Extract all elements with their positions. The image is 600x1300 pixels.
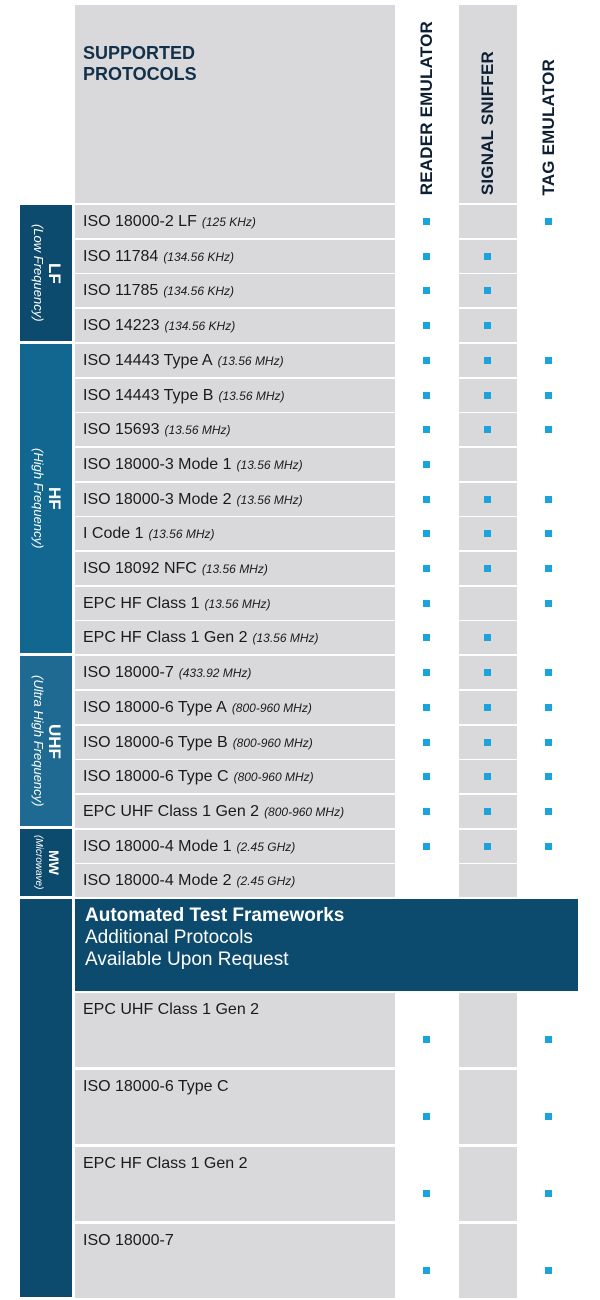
protocol-frequency: (134.56 KHz) bbox=[164, 318, 236, 333]
protocol-name-cell bbox=[75, 830, 395, 863]
supported-marker-icon bbox=[423, 287, 430, 294]
supported-marker-icon bbox=[484, 496, 491, 503]
protocol-frequency: (13.56 MHz) bbox=[236, 457, 303, 472]
protocol-frequency: (134.56 KHz) bbox=[163, 249, 235, 264]
protocol-name: ISO 18092 NFC bbox=[83, 559, 197, 577]
protocol-name: ISO 18000-6 Type C bbox=[83, 767, 229, 785]
supported-marker-icon bbox=[484, 704, 491, 711]
supported-marker-icon bbox=[545, 357, 552, 364]
atf-banner bbox=[75, 899, 578, 991]
supported-marker-icon bbox=[545, 496, 552, 503]
supported-marker-icon bbox=[423, 253, 430, 260]
supported-marker-icon bbox=[484, 392, 491, 399]
protocol-name: EPC UHF Class 1 Gen 2 bbox=[83, 802, 260, 820]
tag-cell bbox=[520, 379, 578, 412]
protocol-name: ISO 18000-3 Mode 1 bbox=[83, 455, 232, 473]
supported-marker-icon bbox=[423, 843, 430, 850]
protocol-frequency: (13.56 MHz) bbox=[201, 561, 268, 576]
supported-marker-icon bbox=[545, 600, 552, 607]
protocol-frequency: (125 KHz) bbox=[201, 214, 256, 229]
group-mw-full: (Microwave) bbox=[33, 835, 44, 890]
reader-cell bbox=[398, 552, 456, 585]
protocol-name-cell bbox=[75, 517, 395, 550]
supported-marker-icon bbox=[484, 773, 491, 780]
sniffer-cell bbox=[459, 726, 517, 759]
supported-marker-icon bbox=[545, 1113, 552, 1120]
supported-marker-icon bbox=[545, 808, 552, 815]
supported-marker-icon bbox=[423, 322, 430, 329]
atf-protocol-name: ISO 18000-7 bbox=[75, 1224, 395, 1298]
sniffer-cell bbox=[459, 240, 517, 273]
protocol-row bbox=[75, 483, 578, 516]
supported-marker-icon bbox=[484, 253, 491, 260]
protocols-title-line-2: PROTOCOLS bbox=[83, 64, 197, 84]
supported-marker-icon bbox=[423, 426, 430, 433]
reader-cell bbox=[398, 621, 456, 654]
reader-cell bbox=[398, 726, 456, 759]
reader-emulator-label: READER EMULATOR bbox=[417, 20, 436, 195]
supported-marker-icon bbox=[423, 565, 430, 572]
sniffer-cell bbox=[459, 448, 517, 481]
protocol-row bbox=[75, 864, 578, 897]
protocol-frequency: (13.56 MHz) bbox=[218, 388, 285, 403]
group-lf-full: (Low Frequency) bbox=[31, 224, 46, 322]
tag-cell bbox=[520, 830, 578, 863]
supported-marker-icon bbox=[545, 669, 552, 676]
reader-cell bbox=[398, 448, 456, 481]
supported-marker-icon bbox=[423, 357, 430, 364]
reader-cell bbox=[398, 795, 456, 828]
protocol-name: ISO 18000-3 Mode 2 bbox=[83, 490, 232, 508]
tag-cell bbox=[520, 760, 578, 793]
protocol-name-cell bbox=[75, 205, 395, 238]
atf-sniffer-cell bbox=[459, 1070, 517, 1144]
protocol-row bbox=[75, 552, 578, 585]
group-mw bbox=[20, 829, 72, 896]
protocol-name-cell bbox=[75, 448, 395, 481]
atf-row bbox=[75, 993, 578, 1067]
supported-marker-icon bbox=[423, 392, 430, 399]
protocol-name: ISO 18000-6 Type B bbox=[83, 733, 228, 751]
reader-cell bbox=[398, 691, 456, 724]
atf-tag-cell bbox=[520, 1224, 578, 1298]
protocol-frequency: (2.45 GHz) bbox=[236, 839, 296, 854]
supported-marker-icon bbox=[423, 704, 430, 711]
supported-marker-icon bbox=[423, 634, 430, 641]
protocol-name: ISO 11784 bbox=[83, 247, 159, 265]
sniffer-cell bbox=[459, 205, 517, 238]
reader-cell bbox=[398, 309, 456, 342]
supported-marker-icon bbox=[545, 1190, 552, 1197]
protocol-name-cell bbox=[75, 621, 395, 654]
atf-sniffer-cell bbox=[459, 993, 517, 1067]
sniffer-cell bbox=[459, 379, 517, 412]
supported-marker-icon bbox=[423, 773, 430, 780]
protocol-row bbox=[75, 726, 578, 759]
supported-marker-icon bbox=[484, 634, 491, 641]
supported-marker-icon bbox=[423, 218, 430, 225]
atf-sniffer-cell bbox=[459, 1224, 517, 1298]
supported-marker-icon bbox=[484, 669, 491, 676]
protocol-name: ISO 18000-6 Type A bbox=[83, 698, 227, 716]
atf-protocol-name: ISO 18000-6 Type C bbox=[75, 1070, 395, 1144]
tag-cell bbox=[520, 621, 578, 654]
protocol-row bbox=[75, 830, 578, 863]
supported-marker-icon bbox=[423, 1190, 430, 1197]
protocol-frequency: (433.92 MHz) bbox=[178, 665, 252, 680]
protocol-row bbox=[75, 587, 578, 620]
atf-reader-cell bbox=[398, 1070, 456, 1144]
tag-cell bbox=[520, 205, 578, 238]
protocol-frequency: (13.56 MHz) bbox=[164, 422, 231, 437]
atf-reader-cell bbox=[398, 993, 456, 1067]
atf-protocol-name: EPC HF Class 1 Gen 2 bbox=[75, 1147, 395, 1221]
protocol-frequency: (800-960 MHz) bbox=[233, 769, 314, 784]
tag-cell bbox=[520, 726, 578, 759]
group-uhf bbox=[20, 656, 72, 826]
supported-marker-icon bbox=[423, 669, 430, 676]
protocol-row bbox=[75, 205, 578, 238]
protocol-name: ISO 18000-4 Mode 1 bbox=[83, 837, 232, 855]
reader-cell bbox=[398, 274, 456, 307]
protocol-row bbox=[75, 795, 578, 828]
reader-cell bbox=[398, 587, 456, 620]
atf-tag-cell bbox=[520, 1147, 578, 1221]
atf-title: Automated Test Frameworks bbox=[85, 905, 345, 926]
protocol-name-cell bbox=[75, 864, 395, 897]
tag-cell bbox=[520, 413, 578, 446]
protocol-name-cell bbox=[75, 240, 395, 273]
protocol-row bbox=[75, 517, 578, 550]
supported-marker-icon bbox=[423, 808, 430, 815]
protocol-name: I Code 1 bbox=[83, 524, 144, 542]
reader-cell bbox=[398, 760, 456, 793]
protocol-name: ISO 14223 bbox=[83, 316, 160, 334]
protocol-name-cell bbox=[75, 379, 395, 412]
protocol-frequency: (800-960 MHz) bbox=[231, 700, 312, 715]
supported-marker-icon bbox=[545, 704, 552, 711]
protocol-frequency: (800-960 MHz) bbox=[264, 804, 345, 819]
supported-marker-icon bbox=[545, 426, 552, 433]
atf-row bbox=[75, 1147, 578, 1221]
supported-marker-icon bbox=[545, 1036, 552, 1043]
signal-sniffer-header bbox=[459, 5, 517, 203]
sniffer-cell bbox=[459, 864, 517, 897]
sniffer-cell bbox=[459, 517, 517, 550]
tag-cell bbox=[520, 795, 578, 828]
group-uhf-full: (Ultra High Frequency) bbox=[31, 675, 46, 807]
supported-marker-icon bbox=[484, 287, 491, 294]
sniffer-cell bbox=[459, 344, 517, 377]
protocol-name: ISO 11785 bbox=[83, 281, 159, 299]
sniffer-cell bbox=[459, 274, 517, 307]
reader-cell bbox=[398, 379, 456, 412]
sniffer-cell bbox=[459, 309, 517, 342]
supported-marker-icon bbox=[484, 357, 491, 364]
supported-marker-icon bbox=[423, 600, 430, 607]
protocol-row bbox=[75, 240, 578, 273]
tag-cell bbox=[520, 517, 578, 550]
tag-emulator-header bbox=[520, 5, 578, 203]
reader-cell bbox=[398, 205, 456, 238]
protocol-name-cell bbox=[75, 726, 395, 759]
atf-protocol-name: EPC UHF Class 1 Gen 2 bbox=[75, 993, 395, 1067]
tag-emulator-label: TAG EMULATOR bbox=[539, 58, 558, 195]
group-hf-full: (High Frequency) bbox=[31, 448, 46, 549]
atf-line-2: Additional Protocols bbox=[85, 927, 253, 948]
protocol-name-cell bbox=[75, 413, 395, 446]
group-hf-abbr: HF bbox=[45, 487, 64, 510]
protocol-name: ISO 18000-7 bbox=[83, 663, 174, 681]
protocol-frequency: (800-960 MHz) bbox=[232, 735, 313, 750]
supported-marker-icon bbox=[423, 1036, 430, 1043]
protocol-row bbox=[75, 621, 578, 654]
tag-cell bbox=[520, 864, 578, 897]
reader-cell bbox=[398, 830, 456, 863]
protocol-name: ISO 18000-4 Mode 2 bbox=[83, 871, 232, 889]
protocol-name-cell bbox=[75, 552, 395, 585]
sniffer-cell bbox=[459, 795, 517, 828]
atf-sniffer-cell bbox=[459, 1147, 517, 1221]
protocol-name-cell bbox=[75, 483, 395, 516]
reader-cell bbox=[398, 656, 456, 689]
group-lf bbox=[20, 205, 72, 341]
group-uhf-abbr: UHF bbox=[45, 723, 64, 759]
sniffer-cell bbox=[459, 621, 517, 654]
signal-sniffer-label: SIGNAL SNIFFER bbox=[478, 50, 497, 195]
reader-cell bbox=[398, 483, 456, 516]
protocol-name-cell bbox=[75, 274, 395, 307]
protocol-name: EPC HF Class 1 Gen 2 bbox=[83, 628, 248, 646]
supported-marker-icon bbox=[545, 739, 552, 746]
tag-cell bbox=[520, 240, 578, 273]
protocol-name-cell bbox=[75, 795, 395, 828]
sniffer-cell bbox=[459, 483, 517, 516]
tag-cell bbox=[520, 691, 578, 724]
tag-cell bbox=[520, 309, 578, 342]
protocol-name: ISO 18000-2 LF bbox=[83, 212, 197, 230]
protocol-frequency: (2.45 GHz) bbox=[236, 873, 296, 888]
protocol-row bbox=[75, 344, 578, 377]
supported-marker-icon bbox=[545, 773, 552, 780]
reader-cell bbox=[398, 240, 456, 273]
supported-marker-icon bbox=[423, 1113, 430, 1120]
protocol-frequency: (134.56 KHz) bbox=[163, 283, 235, 298]
reader-cell bbox=[398, 517, 456, 550]
protocol-name-cell bbox=[75, 344, 395, 377]
tag-cell bbox=[520, 448, 578, 481]
protocol-row bbox=[75, 413, 578, 446]
sniffer-cell bbox=[459, 587, 517, 620]
sniffer-cell bbox=[459, 691, 517, 724]
sniffer-cell bbox=[459, 552, 517, 585]
tag-cell bbox=[520, 483, 578, 516]
protocol-name: ISO 14443 Type B bbox=[83, 386, 214, 404]
supported-marker-icon bbox=[484, 530, 491, 537]
sniffer-cell bbox=[459, 760, 517, 793]
atf-row bbox=[75, 1224, 578, 1298]
supported-marker-icon bbox=[423, 1267, 430, 1274]
supported-marker-icon bbox=[423, 530, 430, 537]
sniffer-cell bbox=[459, 413, 517, 446]
tag-cell bbox=[520, 656, 578, 689]
protocol-frequency: (13.56 MHz) bbox=[236, 492, 303, 507]
reader-emulator-header bbox=[398, 5, 456, 203]
protocol-row bbox=[75, 309, 578, 342]
supported-marker-icon bbox=[423, 461, 430, 468]
protocol-row bbox=[75, 656, 578, 689]
protocol-name: ISO 14443 Type A bbox=[83, 351, 213, 369]
supported-marker-icon bbox=[545, 843, 552, 850]
tag-cell bbox=[520, 552, 578, 585]
sniffer-cell bbox=[459, 656, 517, 689]
atf-tag-cell bbox=[520, 1070, 578, 1144]
protocols-title-line-1: SUPPORTED bbox=[83, 43, 196, 63]
tag-cell bbox=[520, 274, 578, 307]
group-atf bbox=[20, 899, 72, 1297]
protocol-frequency: (13.56 MHz) bbox=[217, 353, 284, 368]
protocol-name: ISO 15693 bbox=[83, 420, 160, 438]
supported-marker-icon bbox=[484, 426, 491, 433]
atf-reader-cell bbox=[398, 1224, 456, 1298]
supported-marker-icon bbox=[484, 739, 491, 746]
group-hf bbox=[20, 344, 72, 653]
protocol-row bbox=[75, 691, 578, 724]
supported-marker-icon bbox=[545, 392, 552, 399]
protocol-name: EPC HF Class 1 bbox=[83, 594, 200, 612]
supported-marker-icon bbox=[423, 496, 430, 503]
protocol-row bbox=[75, 448, 578, 481]
supported-marker-icon bbox=[545, 530, 552, 537]
atf-row bbox=[75, 1070, 578, 1144]
reader-cell bbox=[398, 864, 456, 897]
protocol-name-cell bbox=[75, 587, 395, 620]
protocol-name-cell bbox=[75, 760, 395, 793]
protocol-row bbox=[75, 274, 578, 307]
group-lf-abbr: LF bbox=[45, 262, 64, 284]
protocol-frequency: (13.56 MHz) bbox=[204, 596, 271, 611]
protocol-row bbox=[75, 760, 578, 793]
reader-cell bbox=[398, 344, 456, 377]
protocol-frequency: (13.56 MHz) bbox=[148, 526, 215, 541]
tag-cell bbox=[520, 587, 578, 620]
supported-marker-icon bbox=[484, 565, 491, 572]
supported-marker-icon bbox=[484, 843, 491, 850]
supported-marker-icon bbox=[484, 808, 491, 815]
tag-cell bbox=[520, 344, 578, 377]
group-mw-abbr: MW bbox=[46, 850, 62, 875]
protocol-name-cell bbox=[75, 691, 395, 724]
sniffer-cell bbox=[459, 830, 517, 863]
protocol-name-cell bbox=[75, 309, 395, 342]
atf-line-3: Available Upon Request bbox=[85, 949, 289, 970]
supported-marker-icon bbox=[545, 565, 552, 572]
supported-marker-icon bbox=[545, 1267, 552, 1274]
protocol-frequency: (13.56 MHz) bbox=[252, 630, 319, 645]
supported-marker-icon bbox=[545, 218, 552, 225]
supported-marker-icon bbox=[423, 739, 430, 746]
atf-reader-cell bbox=[398, 1147, 456, 1221]
reader-cell bbox=[398, 413, 456, 446]
supported-marker-icon bbox=[484, 322, 491, 329]
atf-tag-cell bbox=[520, 993, 578, 1067]
protocol-name-cell bbox=[75, 656, 395, 689]
supported-protocols-header bbox=[75, 5, 395, 203]
protocol-row bbox=[75, 379, 578, 412]
